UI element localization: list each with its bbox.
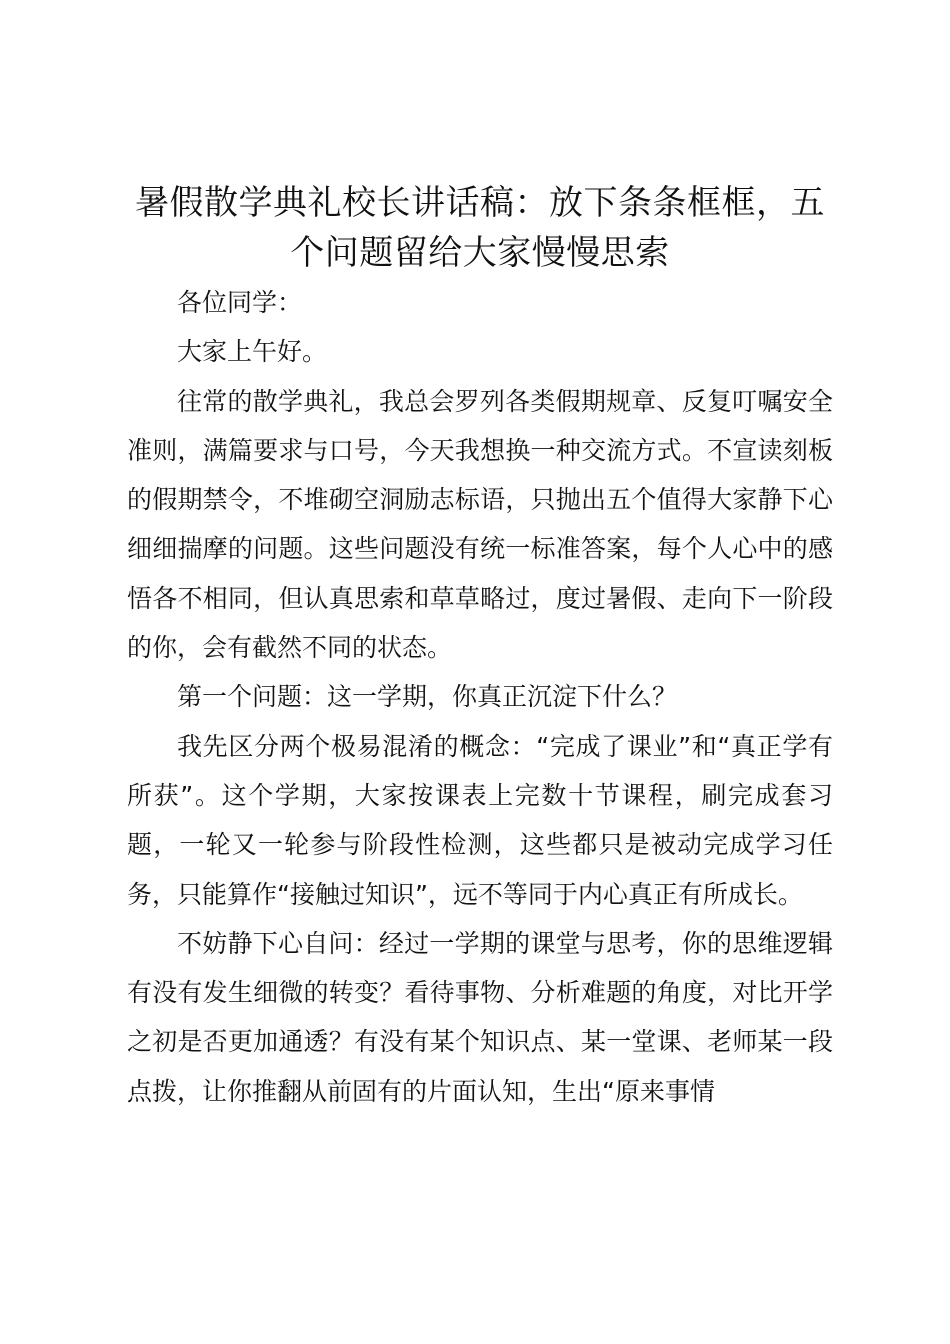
question-heading: 第一个问题：这一学期，你真正沉淀下什么？ [177,682,678,712]
body-paragraph: 不妨静下心自问：经过一学期的课堂与思考，你的思维逻辑有没有发生细微的转变？看待事物、分析难题的角度，对比开学之初是否更加通透？有没有某个知识点、某一堂课、老师某一段点拨，让你推翻从前固有的片面认知，生出“原来事情 [127,928,833,1106]
body-paragraph: 往常的散学典礼，我总会罗列各类假期规章、反复叮嘱安全准则，满篇要求与口号，今天我想换一种交流方式。不宣读刻板的假期禁令，不堆砌空洞励志标语，只抛出五个值得大家静下心细细揣摩的问题。这些问题没有统一标准答案，每个人心中的感悟各不相同，但认真思索和草草略过，度过暑假、走向下一阶段的你，会有截然不同的状态。 [127,386,833,663]
salutation: 各位同学： [177,288,303,317]
document-body [127,178,833,1116]
body-paragraph: 我先区分两个极易混淆的概念：“完成了课业”和“真正学有所获”。这个学期，大家按课表上完数十节课程，刷完成套习题，一轮又一轮参与阶段性检测，这些都只是被动完成学习任务，只能算作“接触过知识”，远不等同于内心真正有所成长。 [127,731,833,909]
document-title: 暑假散学典礼校长讲话稿：放下条条框框，五个问题留给大家慢慢思索 [135,183,825,273]
greeting: 大家上午好。 [177,337,328,367]
